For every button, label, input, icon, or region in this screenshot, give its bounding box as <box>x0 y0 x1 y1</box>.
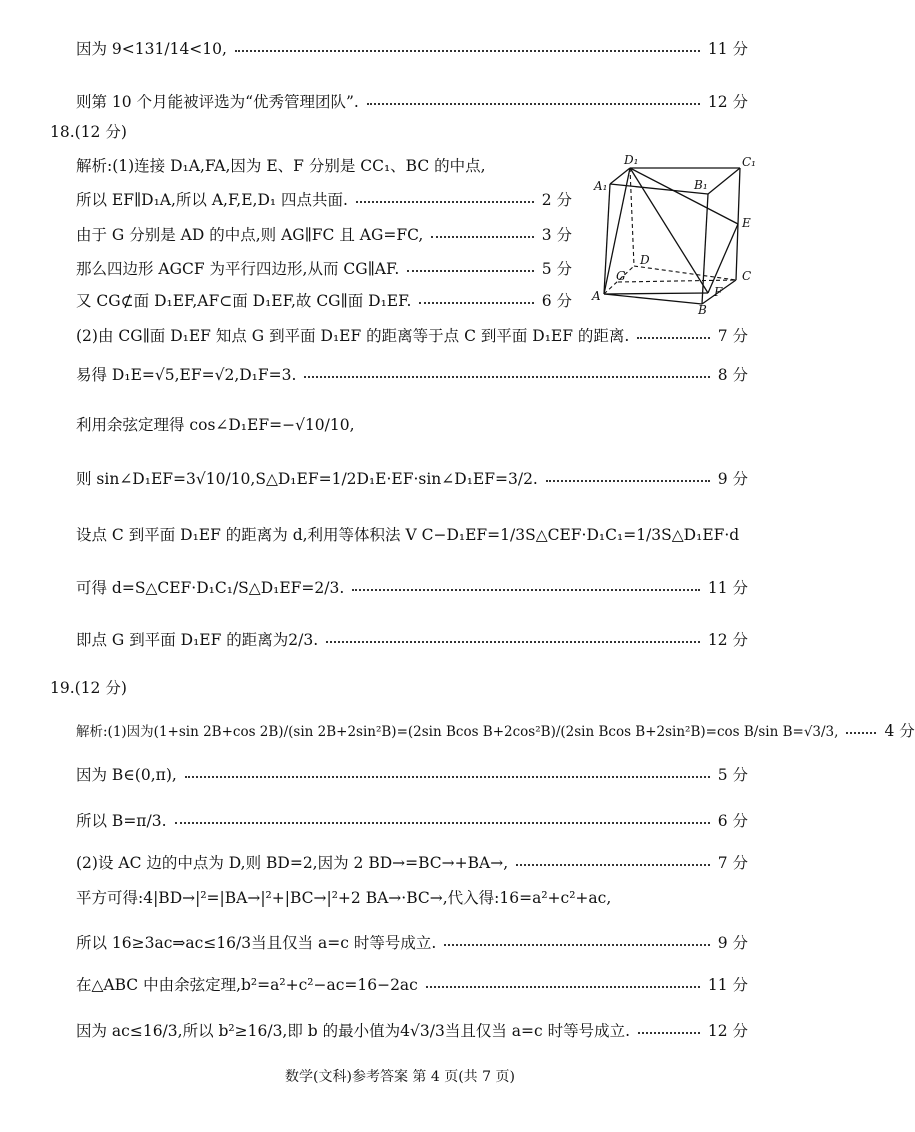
line-l14: 即点 G 到平面 D₁EF 的距离为2/3. 12 分 <box>76 631 748 649</box>
line-l12: 设点 C 到平面 D₁EF 的距离为 d,利用等体积法 V C−D₁EF=1/3S△CEF·D₁C₁=1/3S△D₁EF·d <box>76 526 740 544</box>
label-g: G <box>616 269 626 283</box>
label-c: C <box>742 269 752 283</box>
line-l13: 可得 d=S△CEF·D₁C₁/S△D₁EF=2/3. 11 分 <box>76 579 748 597</box>
line-l1: 因为 9<131/14<10, 11 分 <box>76 40 748 58</box>
line-l9: 易得 D₁E=√5,EF=√2,D₁F=3. 8 分 <box>76 366 748 384</box>
line-l20: 所以 16≥3ac⇒ac≤16/3当且仅当 a=c 时等号成立. 9 分 <box>76 934 748 952</box>
line-l3: 解析:(1)连接 D₁A,FA,因为 E、F 分别是 CC₁、BC 的中点, <box>76 157 486 175</box>
label-e: E <box>742 216 751 230</box>
label-a1: A₁ <box>594 179 608 193</box>
line-l10: 利用余弦定理得 cos∠D₁EF=−√10/10, <box>76 416 355 434</box>
line-l7: 又 CG⊄面 D₁EF,AF⊂面 D₁EF,故 CG∥面 D₁EF. 6 分 <box>76 292 572 310</box>
label-b: B <box>698 303 707 317</box>
line-l19: 平方可得:4|BD→|²=|BA→|²+|BC→|²+2 BA→·BC→,代入得:16=a²+c²+ac, <box>76 889 612 907</box>
line-l5: 由于 G 分别是 AD 的中点,则 AG∥FC 且 AG=FC, 3 分 <box>76 226 572 244</box>
page-footer: 数学(文科)参考答案 第 4 页(共 7 页) <box>285 1069 515 1085</box>
label-d1: D₁ <box>624 153 639 167</box>
label-d: D <box>640 253 650 267</box>
line-l21: 在△ABC 中由余弦定理,b²=a²+c²−ac=16−2ac 11 分 <box>76 976 748 994</box>
line-l17: 所以 B=π/3. 6 分 <box>76 812 748 830</box>
line-l15: 解析:(1)因为(1+sin 2B+cos 2B)/(sin 2B+2sin²B)=(2sin Bcos B+2cos²B)/(2sin Bcos B+2sin²B)=cos B/sin B=√3/3, 4 分 <box>76 722 915 740</box>
question-18-heading: 18.(12 分) <box>50 123 127 141</box>
label-b1: B₁ <box>694 178 708 192</box>
label-a: A <box>592 289 601 303</box>
line-l16: 因为 B∈(0,π), 5 分 <box>76 766 748 784</box>
line-l2: 则第 10 个月能被评选为“优秀管理团队”. 12 分 <box>76 93 748 111</box>
question-19-heading: 19.(12 分) <box>50 679 127 697</box>
cube-figure <box>590 153 765 317</box>
line-l22: 因为 ac≤16/3,所以 b²≥16/3,即 b 的最小值为4√3/3当且仅当 a=c 时等号成立. 12 分 <box>76 1022 748 1040</box>
line-l11: 则 sin∠D₁EF=3√10/10,S△D₁EF=1/2D₁E·EF·sin∠D₁EF=3/2. 9 分 <box>76 470 748 488</box>
label-c1: C₁ <box>742 155 756 169</box>
line-l6: 那么四边形 AGCF 为平行四边形,从而 CG∥AF. 5 分 <box>76 260 572 278</box>
label-f: F <box>714 285 723 299</box>
line-l8: (2)由 CG∥面 D₁EF 知点 G 到平面 D₁EF 的距离等于点 C 到平面 D₁EF 的距离. 7 分 <box>76 327 748 345</box>
line-l4: 所以 EF∥D₁A,所以 A,F,E,D₁ 四点共面. 2 分 <box>76 191 572 209</box>
line-l18: (2)设 AC 边的中点为 D,则 BD=2,因为 2 BD→=BC→+BA→, 7 分 <box>76 854 748 872</box>
